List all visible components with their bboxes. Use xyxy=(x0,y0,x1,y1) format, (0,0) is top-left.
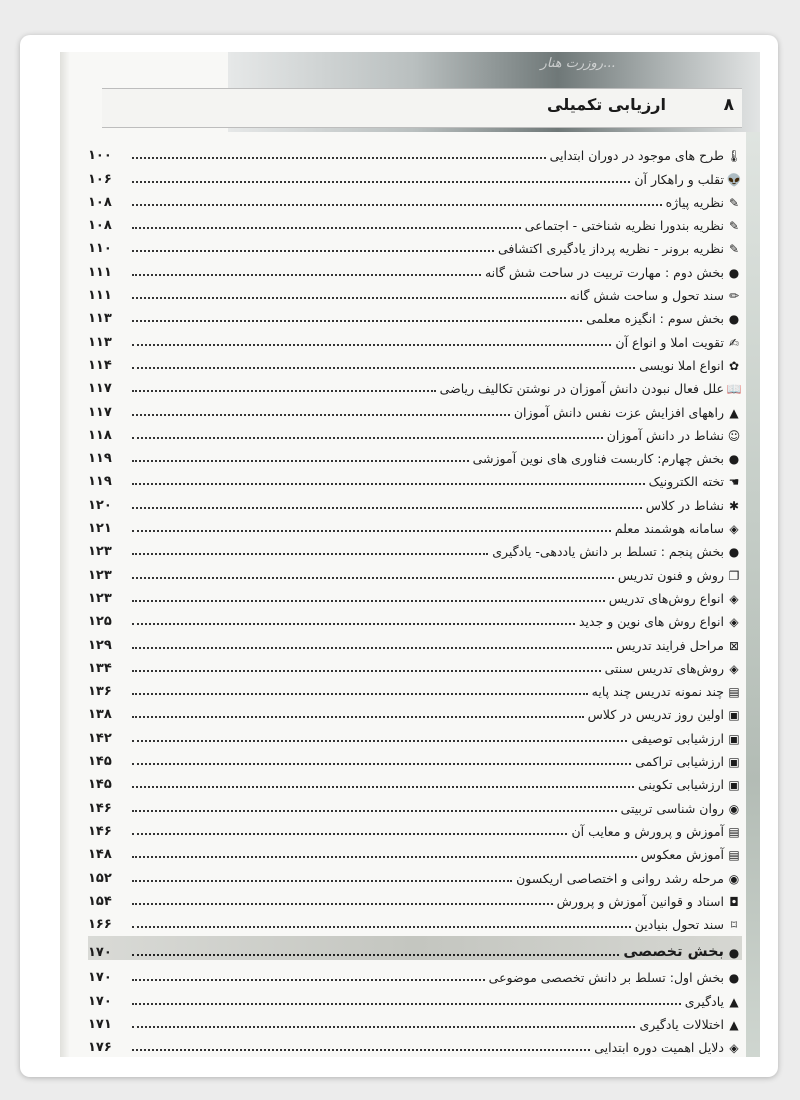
star-icon: ✱ xyxy=(728,498,740,513)
toc-row xyxy=(88,936,742,960)
toc-page-number: ۱۴۵ xyxy=(88,777,112,793)
framed-square-icon: ▣ xyxy=(728,731,740,746)
toc-page-number: ۱۱۷ xyxy=(88,404,112,420)
toc-page-number: ۱۷۱ xyxy=(88,1016,112,1032)
square-icon: ❐ xyxy=(728,568,740,583)
toc-page-number: ۱۳۸ xyxy=(88,707,112,723)
scanned-page xyxy=(60,52,760,1057)
leader-dots xyxy=(132,553,488,555)
toc-title: بخش تخصصی xyxy=(623,944,724,961)
toc-title: یادگیری xyxy=(684,993,724,1009)
toc-title: نشاط در دانش آموزان xyxy=(606,427,724,443)
toc-title: تخته الکترونیک xyxy=(648,474,724,490)
leader-dots xyxy=(132,763,631,765)
toc-title: انواع روش‌های تدریس xyxy=(608,590,724,606)
toc-title: اسناد و قوانین آموزش و پرورش xyxy=(556,893,724,909)
toc-title: مرحله رشد روانی و اختصاصی اریکسون xyxy=(516,870,724,886)
toc-row xyxy=(88,629,742,652)
toc-row xyxy=(88,233,742,256)
toc-page-number: ۱۴۲ xyxy=(88,730,112,746)
toc-row xyxy=(88,862,742,885)
toc-row xyxy=(88,466,742,489)
leader-dots xyxy=(132,483,645,485)
toc-title: آموزش و پرورش و معایب آن xyxy=(571,823,724,839)
toc-title: اولین روز تدریس در کلاس xyxy=(587,707,724,723)
leader-dots xyxy=(132,344,611,346)
leader-dots xyxy=(132,880,512,882)
toc-row xyxy=(88,303,742,326)
leader-dots xyxy=(132,670,601,672)
toc-row xyxy=(88,606,742,629)
toc-row xyxy=(88,746,742,769)
chapter-title: ارزیابی تکمیلی xyxy=(547,95,666,114)
toc-title: نشاط در کلاس xyxy=(645,497,724,513)
toc-title: سند تحول و ساحت شش گانه xyxy=(569,288,724,304)
toc-page-number: ۱۴۵ xyxy=(88,754,112,770)
toc-page-number: ۱۱۹ xyxy=(88,474,112,490)
leader-dots xyxy=(132,716,584,718)
thermometer-icon: 🌡 xyxy=(726,149,742,164)
pen-icon: ✎ xyxy=(728,219,740,234)
leader-dots xyxy=(132,1049,590,1051)
toc-title: نظریه پیاژه xyxy=(665,194,724,210)
toc-row xyxy=(88,792,742,815)
triangle-icon: ▲ xyxy=(729,1017,739,1032)
leader-dots xyxy=(132,414,510,416)
bullet-icon: ● xyxy=(728,946,740,961)
toc-row xyxy=(88,163,742,186)
toc-title: روش‌های تدریس سنتی xyxy=(604,660,724,676)
toc-page-number: ۱۰۶ xyxy=(88,171,112,187)
toc-row xyxy=(88,583,742,606)
toc-page-number: ۱۲۹ xyxy=(88,637,112,653)
toc-page-number: ۱۱۳ xyxy=(88,311,112,327)
toc-row xyxy=(88,962,742,985)
leader-dots xyxy=(132,954,619,956)
toc-title: مراحل فرایند تدریس xyxy=(616,637,724,653)
toc-row xyxy=(88,676,742,699)
toc-page-number: ۱۱۹ xyxy=(88,451,112,467)
leader-dots xyxy=(132,1003,681,1005)
toc-row xyxy=(88,513,742,536)
table-of-contents xyxy=(88,140,742,1055)
pen-icon: ✎ xyxy=(728,242,740,257)
toc-title: ارزشیابی تراکمی xyxy=(635,754,724,770)
leader-dots xyxy=(132,507,642,509)
leader-dots xyxy=(132,367,635,369)
toc-page-number: ۱۲۳ xyxy=(88,544,112,560)
leader-dots xyxy=(132,181,630,183)
book-icon: 📖 xyxy=(726,382,742,397)
toc-title: روان شناسی تربیتی xyxy=(620,800,724,816)
leader-dots xyxy=(132,437,603,439)
leader-dots xyxy=(132,786,634,788)
toc-title: ارزشیابی تکوینی xyxy=(638,777,724,793)
toc-page-number: ۱۱۱ xyxy=(88,264,112,280)
toc-page-number: ۱۲۳ xyxy=(88,567,112,583)
toc-title: ارزشیابی توصیفی xyxy=(631,730,724,746)
framed-square-icon: ▣ xyxy=(728,778,740,793)
leader-dots xyxy=(132,623,575,625)
toc-page-number: ۱۴۶ xyxy=(88,823,112,839)
page-edge xyxy=(60,52,70,1057)
flower-icon: ✿ xyxy=(728,358,740,373)
leader-dots xyxy=(132,979,485,981)
toc-title: بخش پنجم : تسلط بر دانش یاددهی- یادگیری xyxy=(492,544,724,560)
leader-dots xyxy=(132,693,588,695)
diamond-icon: ◈ xyxy=(729,1041,739,1056)
toc-row xyxy=(88,443,742,466)
writing-icon: ✍ xyxy=(728,335,740,350)
leader-dots xyxy=(132,833,567,835)
toc-title: بخش سوم : انگیزه معلمی xyxy=(586,311,724,327)
toc-row xyxy=(88,1009,742,1032)
bullet-icon: ● xyxy=(728,265,740,280)
diamond-icon: ◈ xyxy=(729,615,739,630)
alien-icon: 👽 xyxy=(726,172,742,187)
toc-row xyxy=(88,256,742,279)
toc-title: انواع املا نویسی xyxy=(639,357,724,373)
smiley-icon: ☺ xyxy=(727,428,741,443)
toc-row xyxy=(88,350,742,373)
leader-dots xyxy=(132,740,627,742)
toc-title: بخش چهارم: کاربست فناوری های نوین آموزشی xyxy=(472,451,724,467)
framed-square-icon: ▣ xyxy=(728,708,740,723)
chapter-header xyxy=(102,88,742,128)
toc-row xyxy=(88,653,742,676)
toc-title: آموزش معکوس xyxy=(640,847,724,863)
toc-title: سامانه هوشمند معلم xyxy=(614,521,724,537)
stack-icon: ▤ xyxy=(728,848,740,863)
toc-row xyxy=(88,373,742,396)
toc-row xyxy=(88,839,742,862)
leader-dots xyxy=(132,577,614,579)
toc-page-number: ۱۲۳ xyxy=(88,590,112,606)
toc-row xyxy=(88,816,742,839)
toc-page-number: ۱۷۰ xyxy=(88,970,112,986)
leader-dots xyxy=(132,600,605,602)
toc-page-number: ۱۷۶ xyxy=(88,1040,112,1056)
target-icon: ◉ xyxy=(728,801,740,816)
toc-page-number: ۱۳۶ xyxy=(88,684,112,700)
leader-dots xyxy=(132,903,553,905)
leader-dots xyxy=(132,320,582,322)
toc-title: نظریه بندورا نظریه شناختی - اجتماعی xyxy=(524,218,724,234)
diamond-icon: ◈ xyxy=(729,522,739,537)
toc-row xyxy=(88,280,742,303)
toc-page-number: ۱۲۵ xyxy=(88,614,112,630)
toc-title: نظریه برونر - نظریه پرداز یادگیری اکتشافی xyxy=(497,241,724,257)
toc-page-number: ۱۲۱ xyxy=(88,521,112,537)
leader-dots xyxy=(132,810,617,812)
triangle-icon: ▲ xyxy=(729,994,739,1009)
bullet-icon: ● xyxy=(728,971,740,986)
toc-row xyxy=(88,985,742,1008)
toc-row xyxy=(88,1032,742,1055)
toc-row xyxy=(88,699,742,722)
toc-page-number: ۱۱۳ xyxy=(88,334,112,350)
bullet-icon: ● xyxy=(728,452,740,467)
toc-page-number: ۱۰۸ xyxy=(88,218,112,234)
leader-dots xyxy=(132,227,521,229)
toc-page-number: ۱۱۴ xyxy=(88,357,112,373)
stack-icon: ▤ xyxy=(728,685,740,700)
leader-dots xyxy=(132,274,481,276)
decorative-margin xyxy=(746,132,760,1057)
leader-dots xyxy=(132,856,637,858)
leader-dots xyxy=(132,157,546,159)
toc-row xyxy=(88,396,742,419)
toc-page-number: ۱۵۲ xyxy=(88,870,112,886)
toc-page-number: ۱۱۸ xyxy=(88,427,112,443)
framed-square-icon: ▣ xyxy=(728,755,740,770)
toc-row xyxy=(88,210,742,233)
toc-row xyxy=(88,187,742,210)
toc-row xyxy=(88,326,742,349)
toc-title: راههای افزایش عزت نفس دانش آموزان xyxy=(513,404,724,420)
sparkle-icon: ⌑ xyxy=(730,918,738,933)
toc-page-number: ۱۰۸ xyxy=(88,194,112,210)
diamond-icon: ◈ xyxy=(729,591,739,606)
toc-row xyxy=(88,722,742,745)
toc-page-number: ۱۱۱ xyxy=(88,288,112,304)
pen-icon: ✎ xyxy=(728,195,740,210)
leader-dots xyxy=(132,297,566,299)
toc-page-number: ۱۶۶ xyxy=(88,917,112,933)
toc-page-number: ۱۷۰ xyxy=(88,945,112,961)
bullet-icon: ● xyxy=(728,545,740,560)
toc-row xyxy=(88,536,742,559)
toc-page-number: ۱۰۰ xyxy=(88,148,112,164)
toc-row xyxy=(88,140,742,163)
toc-title: بخش دوم : مهارت تربیت در ساحت شش گانه xyxy=(484,264,724,280)
leader-dots xyxy=(132,926,631,928)
chapter-number: ۸ xyxy=(723,95,734,115)
diamond-icon: ◈ xyxy=(729,661,739,676)
pencil-icon: ✏ xyxy=(728,289,740,304)
toc-row xyxy=(88,886,742,909)
toc-title: علل فعال نبودن دانش آموزان در نوشتن تکالیف ریاضی xyxy=(439,381,724,397)
hand-icon: ☚ xyxy=(728,475,740,490)
triangle-icon: ▲ xyxy=(729,405,739,420)
toc-row xyxy=(88,420,742,443)
toc-title: تقویت املا و انواع آن xyxy=(615,334,724,350)
toc-page-number: ۱۷۰ xyxy=(88,993,112,1009)
toc-title: روش و فنون تدریس xyxy=(617,567,724,583)
bullet-icon: ● xyxy=(728,312,740,327)
toc-title: طرح های موجود در دوران ابتدایی xyxy=(549,148,724,164)
toc-page-number: ۱۲۰ xyxy=(88,497,112,513)
toc-title: چند نمونه تدریس چند پایه xyxy=(591,684,724,700)
toc-row xyxy=(88,559,742,582)
toc-row xyxy=(88,909,742,932)
leader-dots xyxy=(132,204,662,206)
toc-page-number: ۱۱۷ xyxy=(88,381,112,397)
toc-title: انواع روش های نوین و جدید xyxy=(578,614,724,630)
toc-title: بخش اول: تسلط بر دانش تخصصی موضوعی xyxy=(488,970,724,986)
toc-page-number: ۱۳۴ xyxy=(88,660,112,676)
black-square-icon: ◘ xyxy=(729,894,739,909)
leader-dots xyxy=(132,647,612,649)
leader-dots xyxy=(132,1026,635,1028)
toc-row xyxy=(88,769,742,792)
target-icon: ◉ xyxy=(728,871,740,886)
banner-text: روزرت هنار... xyxy=(540,56,616,71)
leader-dots xyxy=(132,390,436,392)
leader-dots xyxy=(132,460,469,462)
stack-icon: ▤ xyxy=(728,824,740,839)
toc-page-number: ۱۱۰ xyxy=(88,241,112,257)
leader-dots xyxy=(132,530,611,532)
box-x-icon: ⊠ xyxy=(728,638,740,653)
toc-title: تقلب و راهکار آن xyxy=(634,171,724,187)
toc-page-number: ۱۵۴ xyxy=(88,893,112,909)
toc-title: دلایل اهمیت دوره ابتدایی xyxy=(594,1040,724,1056)
leader-dots xyxy=(132,250,494,252)
toc-page-number: ۱۴۶ xyxy=(88,800,112,816)
toc-title: اختلالات یادگیری xyxy=(639,1016,724,1032)
toc-page-number: ۱۴۸ xyxy=(88,847,112,863)
toc-title: سند تحول بنیادین xyxy=(634,917,724,933)
toc-row xyxy=(88,489,742,512)
